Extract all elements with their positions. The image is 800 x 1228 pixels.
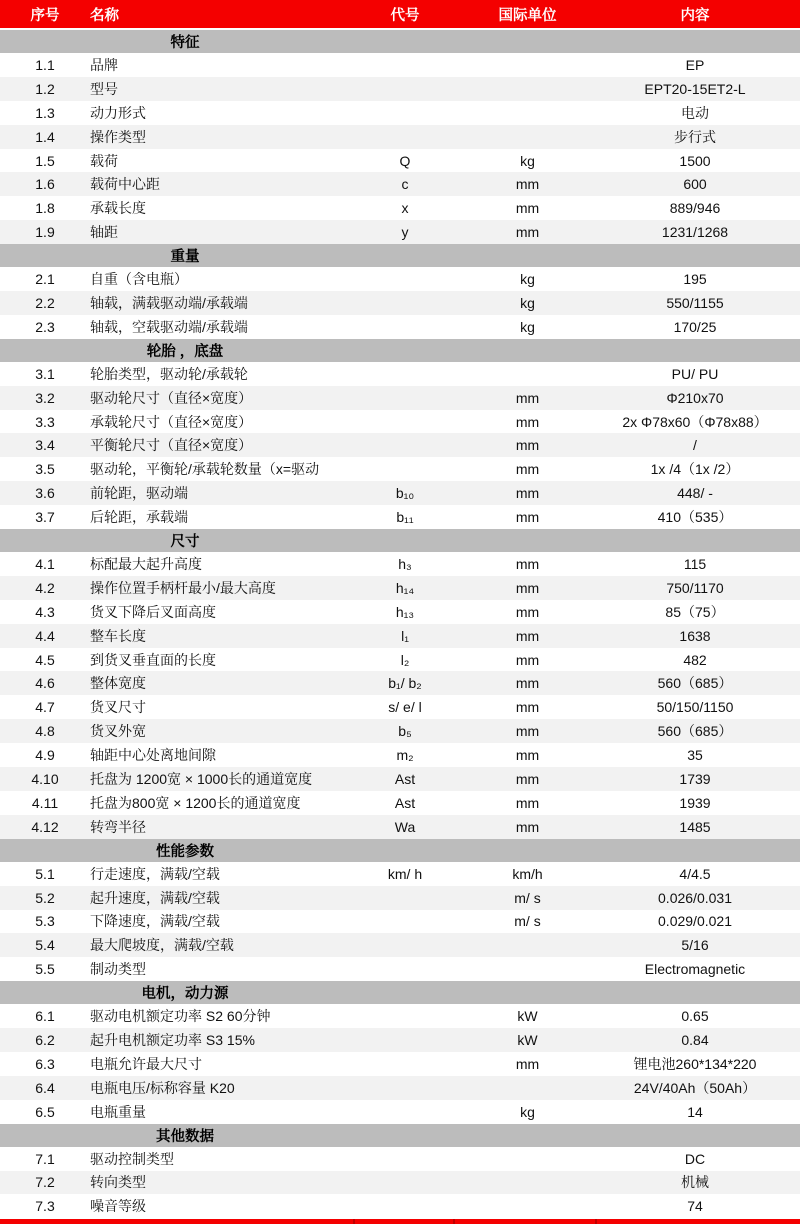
row-value: 1485 (679, 818, 711, 835)
row-number: 4.9 (35, 747, 55, 764)
row-value: 448/ - (677, 485, 713, 502)
table-row (0, 1004, 800, 1028)
table-bottom-border (0, 1219, 800, 1224)
row-value: 0.84 (681, 1032, 709, 1048)
row-unit: kg (520, 1103, 535, 1120)
row-value: 50/150/1150 (656, 699, 734, 716)
table-row (0, 648, 800, 672)
section-title: 电机，动力源 (141, 986, 229, 1003)
row-number: 2.1 (35, 271, 55, 288)
row-number: 1.1 (35, 56, 55, 73)
table-row (0, 410, 800, 434)
section-title: 性能参数 (156, 843, 214, 860)
row-value: 195 (683, 271, 707, 288)
row-unit: mm (515, 675, 540, 692)
row-number: 5.5 (35, 961, 55, 978)
table-row (0, 695, 800, 719)
row-code: b₁₀ (395, 485, 415, 502)
row-number: 7.3 (35, 1198, 55, 1215)
row-unit: mm (515, 699, 540, 716)
table-row (0, 77, 800, 101)
row-name: 整车长度 (90, 627, 146, 644)
row-name: 轴载，满载驱动端/承载端 (90, 294, 248, 311)
row-number: 1.4 (35, 128, 55, 145)
table-row (0, 862, 800, 886)
row-name: 制动类型 (90, 961, 146, 978)
section-header-row (0, 1124, 800, 1147)
row-name: 轴距中心处离地间隙 (90, 747, 216, 764)
row-number: 6.3 (35, 1055, 55, 1072)
row-value: 889/946 (669, 200, 721, 217)
row-unit: mm (515, 176, 540, 193)
table-row (0, 196, 800, 220)
section-header-row (0, 529, 800, 552)
row-name: 电瓶重量 (90, 1103, 146, 1120)
section-title: 特征 (170, 35, 200, 51)
row-number: 1.5 (35, 152, 55, 169)
row-code: y (401, 224, 409, 241)
row-unit: mm (515, 555, 540, 572)
row-value: 560（685） (657, 675, 733, 692)
row-name: 型号 (90, 80, 118, 97)
row-unit: m/ s (514, 913, 541, 930)
row-code: km/ h (387, 865, 423, 882)
row-unit: m/ s (514, 889, 541, 906)
row-name: 动力形式 (90, 104, 146, 121)
row-number: 6.5 (35, 1103, 55, 1120)
table-row (0, 172, 800, 196)
table-row (0, 671, 800, 695)
row-value: 550/1155 (666, 294, 724, 311)
table-row (0, 101, 800, 125)
table-row (0, 886, 800, 910)
row-number: 6.2 (35, 1032, 55, 1048)
section-title: 重量 (170, 249, 200, 266)
row-number: 2.3 (35, 318, 55, 335)
bottom-border-segment (455, 1219, 595, 1224)
row-number: 4.1 (35, 555, 55, 572)
row-unit: mm (515, 747, 540, 764)
row-unit: mm (515, 579, 540, 596)
table-row (0, 815, 800, 839)
row-value: 2x Φ78x60（Φ78x88） (622, 413, 768, 430)
table-row (0, 910, 800, 934)
table-body (0, 30, 800, 1218)
row-number: 3.1 (35, 365, 55, 382)
row-value: 1500 (679, 152, 711, 169)
row-unit: kg (520, 152, 535, 169)
row-name: 托盘为800宽 × 1200长的通道宽度 (90, 794, 301, 811)
row-unit: mm (515, 770, 540, 787)
row-value: 4/4.5 (679, 865, 711, 882)
row-name: 电瓶电压/标称容量 K20 (90, 1079, 235, 1096)
row-unit: mm (515, 413, 540, 430)
row-name: 载荷中心距 (90, 176, 160, 193)
table-header-row (0, 0, 800, 28)
row-name: 驱动电机额定功率 S2 60分钟 (90, 1008, 271, 1025)
row-value: 0.65 (681, 1008, 709, 1025)
table-row (0, 1147, 800, 1171)
row-value: 750/1170 (666, 579, 724, 596)
row-value: EP (685, 56, 705, 73)
row-code: Wa (394, 818, 416, 835)
row-number: 3.7 (35, 509, 55, 526)
row-unit: mm (515, 1055, 540, 1072)
table-row (0, 1100, 800, 1124)
row-number: 4.7 (35, 699, 55, 716)
row-number: 4.10 (31, 770, 59, 787)
bottom-border-segment (355, 1219, 453, 1224)
row-number: 4.4 (35, 627, 55, 644)
row-value: 560（685） (657, 723, 733, 740)
row-value: Electromagnetic (644, 961, 746, 978)
row-unit: kg (520, 318, 535, 335)
row-code: b₁₁ (396, 509, 414, 526)
row-value: / (693, 437, 697, 454)
row-name: 货叉下降后叉面高度 (90, 603, 216, 620)
row-name: 最大爬坡度，满载/空载 (90, 937, 234, 954)
row-code: Ast (394, 794, 416, 811)
section-header-row (0, 30, 800, 53)
section-header-row (0, 839, 800, 862)
row-name: 轮胎类型，驱动轮/承载轮 (90, 365, 248, 382)
row-unit: mm (515, 509, 540, 526)
row-name: 起升电机额定功率 S3 15% (90, 1032, 255, 1048)
table-row (0, 1028, 800, 1052)
row-value: 机械 (681, 1174, 709, 1191)
table-row (0, 791, 800, 815)
row-unit: mm (515, 651, 540, 668)
row-number: 1.3 (35, 104, 55, 121)
section-header-row (0, 339, 800, 362)
table-row (0, 743, 800, 767)
row-value: 74 (687, 1198, 703, 1215)
row-name: 前轮距，驱动端 (90, 485, 188, 502)
table-row (0, 291, 800, 315)
table-row (0, 957, 800, 981)
row-name: 后轮距，承载端 (90, 509, 188, 526)
table-row (0, 576, 800, 600)
row-unit: km/h (512, 865, 543, 882)
row-name: 操作类型 (90, 128, 146, 145)
row-code: s/ e/ l (388, 699, 422, 716)
row-name: 轴距 (90, 224, 118, 241)
row-code: c (401, 176, 409, 193)
table-row (0, 267, 800, 291)
row-number: 3.5 (35, 461, 55, 478)
table-row (0, 220, 800, 244)
row-unit: kg (520, 294, 535, 311)
row-name: 托盘为 1200宽 × 1000长的通道宽度 (90, 770, 313, 787)
table-row (0, 1052, 800, 1076)
table-row (0, 552, 800, 576)
row-number: 3.2 (35, 389, 55, 406)
row-value: 1x /4（1x /2） (650, 461, 740, 478)
row-number: 4.6 (35, 675, 55, 692)
section-header-row (0, 244, 800, 267)
row-value: 步行式 (674, 128, 716, 145)
row-name: 驱动轮尺寸（直径×宽度） (90, 389, 253, 406)
row-name: 自重（含电瓶） (90, 271, 188, 288)
row-name: 噪音等级 (90, 1198, 146, 1215)
table-row (0, 1194, 800, 1218)
table-row (0, 719, 800, 743)
row-number: 6.4 (35, 1079, 55, 1096)
column-header-name: 名称 (90, 7, 119, 24)
row-number: 1.6 (35, 176, 55, 193)
row-number: 3.3 (35, 413, 55, 430)
row-value: 410（535） (657, 509, 733, 526)
row-name: 载荷 (90, 152, 118, 169)
row-name: 驱动控制类型 (90, 1150, 174, 1167)
row-value: 170/25 (673, 318, 717, 335)
table-row (0, 149, 800, 173)
row-value: 600 (683, 176, 707, 193)
row-code: Q (399, 152, 411, 169)
row-value: 1739 (679, 770, 711, 787)
row-name: 下降速度，满载/空载 (90, 913, 220, 930)
row-name: 标配最大起升高度 (90, 555, 202, 572)
row-code: b₁/ b₂ (388, 675, 422, 692)
row-unit: mm (515, 627, 540, 644)
table-row (0, 457, 800, 481)
table-row (0, 315, 800, 339)
table-row (0, 505, 800, 529)
row-number: 7.1 (35, 1150, 55, 1167)
row-value: 1638 (679, 627, 711, 644)
row-value: PU/ PU (671, 365, 719, 382)
row-value: Φ210x70 (666, 389, 724, 406)
table-row (0, 481, 800, 505)
bottom-border-segment (597, 1219, 800, 1224)
row-unit: mm (515, 794, 540, 811)
section-title: 其他数据 (156, 1128, 214, 1145)
column-header-number: 序号 (30, 7, 60, 24)
table-row (0, 362, 800, 386)
table-row (0, 767, 800, 791)
row-name: 货叉尺寸 (90, 699, 146, 716)
row-number: 3.6 (35, 485, 55, 502)
row-name: 平衡轮尺寸（直径×宽度） (90, 437, 253, 454)
section-title: 轮胎 ，底盘 (146, 343, 224, 360)
row-number: 1.9 (35, 224, 55, 241)
row-name: 到货叉垂直面的长度 (90, 651, 216, 668)
row-number: 4.3 (35, 603, 55, 620)
row-unit: mm (515, 723, 540, 740)
row-name: 操作位置手柄杆最小/最大高度 (90, 579, 276, 596)
table-row (0, 600, 800, 624)
row-unit: mm (515, 818, 540, 835)
row-number: 1.8 (35, 200, 55, 217)
row-value: 24V/40Ah（50Ah） (633, 1079, 757, 1096)
row-code: Ast (394, 770, 416, 787)
row-value: 85（75） (665, 603, 725, 620)
table-row (0, 1171, 800, 1195)
row-value: 115 (683, 555, 707, 572)
row-value: 482 (683, 651, 707, 668)
row-number: 5.3 (35, 913, 55, 930)
row-name: 电瓶允许最大尺寸 (90, 1055, 202, 1072)
column-header-value: 内容 (680, 7, 710, 24)
bottom-border-segment (0, 1219, 353, 1224)
row-code: l₁ (401, 627, 409, 644)
row-name: 驱动轮，平衡轮/承载轮数量（x=驱动 (90, 461, 320, 478)
row-name: 行走速度，满载/空载 (90, 865, 220, 882)
row-code: h₃ (398, 555, 412, 572)
table-row (0, 624, 800, 648)
row-value: 14 (687, 1103, 703, 1120)
row-unit: kW (517, 1032, 538, 1048)
row-code: m₂ (396, 747, 414, 764)
row-value: 0.029/0.021 (658, 913, 732, 930)
row-number: 4.5 (35, 651, 55, 668)
row-number: 1.2 (35, 80, 55, 97)
row-value: 0.026/0.031 (658, 889, 732, 906)
column-header-unit: 国际单位 (498, 7, 557, 24)
row-code: l₂ (400, 651, 410, 668)
row-unit: kg (520, 271, 535, 288)
table-row (0, 53, 800, 77)
row-number: 6.1 (35, 1008, 55, 1025)
section-header-row (0, 981, 800, 1004)
row-code: h₁₄ (395, 579, 415, 596)
row-number: 4.11 (31, 794, 59, 811)
row-name: 起升速度，满载/空载 (90, 889, 220, 906)
row-value: 1939 (679, 794, 711, 811)
row-code: h₁₃ (395, 603, 415, 620)
row-number: 3.4 (35, 437, 55, 454)
row-unit: mm (515, 461, 540, 478)
table-row (0, 433, 800, 457)
table-row (0, 125, 800, 149)
row-unit: mm (515, 485, 540, 502)
row-name: 货叉外宽 (90, 723, 146, 740)
row-number: 4.12 (31, 818, 59, 835)
row-number: 4.8 (35, 723, 55, 740)
row-name: 整体宽度 (90, 675, 146, 692)
row-name: 转弯半径 (90, 818, 146, 835)
row-number: 7.2 (35, 1174, 55, 1191)
row-value: 锂电池260*134*220 (633, 1055, 757, 1072)
row-code: x (401, 200, 409, 217)
row-number: 4.2 (35, 579, 55, 596)
row-code: b₅ (398, 723, 412, 740)
row-value: 5/16 (681, 937, 709, 954)
section-title: 尺寸 (170, 534, 200, 551)
row-name: 品牌 (90, 56, 118, 73)
row-number: 5.1 (35, 865, 55, 882)
row-value: 1231/1268 (661, 224, 729, 241)
row-unit: mm (515, 389, 540, 406)
row-unit: mm (515, 200, 540, 217)
row-unit: mm (515, 603, 540, 620)
row-value: 电动 (681, 104, 709, 121)
table-row (0, 933, 800, 957)
row-number: 5.2 (35, 889, 55, 906)
row-name: 转向类型 (90, 1174, 146, 1191)
row-number: 2.2 (35, 294, 55, 311)
row-name: 承载长度 (90, 200, 146, 217)
column-header-code: 代号 (390, 7, 420, 24)
row-name: 承载轮尺寸（直径×宽度） (90, 413, 253, 430)
row-unit: kW (517, 1008, 538, 1025)
row-value: 35 (687, 747, 703, 764)
row-value: EPT20-15ET2-L (644, 80, 746, 97)
row-unit: mm (515, 437, 540, 454)
row-name: 轴载，空载驱动端/承载端 (90, 318, 248, 335)
row-value: DC (684, 1150, 706, 1167)
table-row (0, 386, 800, 410)
table-row (0, 1076, 800, 1100)
row-number: 5.4 (35, 937, 55, 954)
row-unit: mm (515, 224, 540, 241)
